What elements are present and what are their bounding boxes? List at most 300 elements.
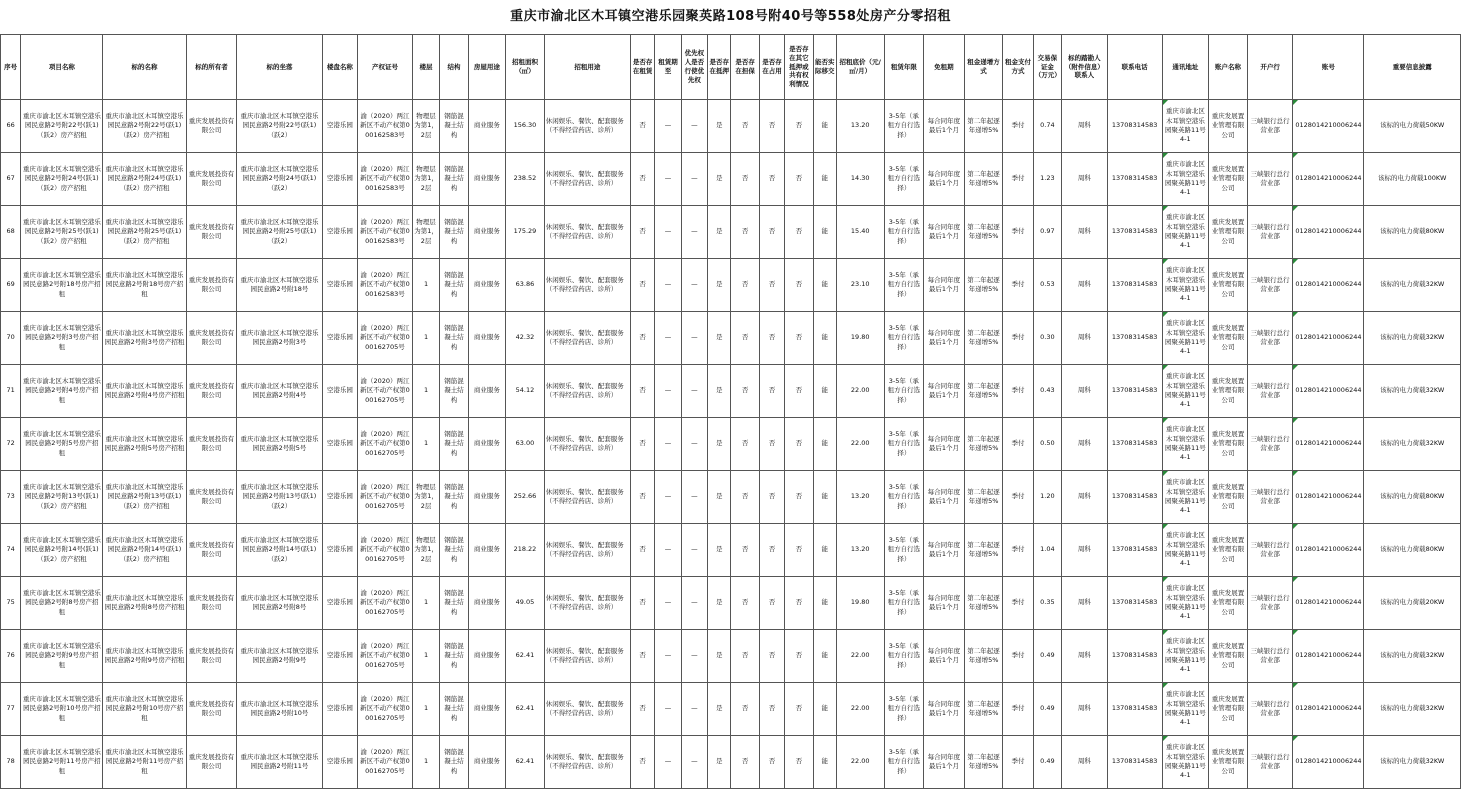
table-cell: 重庆市渝北区木耳镇空港乐园民意路2号附25号(跃1)（跃2） [237, 206, 322, 259]
table-cell: 重庆市渝北区木耳镇空港乐园民意路2号附13号(跃1)（跃2）房产招租 [103, 471, 186, 524]
table-cell: 第二年起逐年递增5% [964, 683, 1003, 736]
table-cell: 0.97 [1033, 206, 1061, 259]
table-cell: 0.74 [1033, 100, 1061, 153]
table-cell: 13708314583 [1107, 312, 1162, 365]
column-header: 能否实际移交 [813, 35, 836, 100]
table-cell: 70 [1, 312, 21, 365]
table-cell: 否 [759, 524, 784, 577]
table-cell: 78 [1, 736, 21, 789]
table-cell: 62.41 [506, 736, 545, 789]
table-cell: 季付 [1003, 577, 1033, 630]
table-cell: 重庆发展投资有限公司 [186, 259, 237, 312]
table-cell: 3-5年（承租方自行选择） [884, 206, 924, 259]
table-cell: 13708314583 [1107, 736, 1162, 789]
table-cell: 68 [1, 206, 21, 259]
table-cell: 77 [1, 683, 21, 736]
table-cell: 3-5年（承租方自行选择） [884, 259, 924, 312]
table-cell: 0.30 [1033, 312, 1061, 365]
column-header: 序号 [1, 35, 21, 100]
table-cell: 商业服务 [468, 365, 506, 418]
table-cell: 否 [759, 630, 784, 683]
table-cell: 否 [785, 100, 813, 153]
table-cell: 否 [759, 418, 784, 471]
table-cell: 1 [412, 365, 439, 418]
table-cell: 三峡银行总行营业部 [1247, 577, 1293, 630]
table-cell: 第二年起逐年递增5% [964, 365, 1003, 418]
column-header: 是否存在抵押 [708, 35, 731, 100]
table-body [1, 100, 1461, 789]
table-cell: 三峡银行总行营业部 [1247, 524, 1293, 577]
table-cell: 19.80 [836, 577, 884, 630]
table-cell: 重庆发展置业管理有限公司 [1209, 683, 1248, 736]
table-cell: 否 [630, 630, 654, 683]
table-cell: 69 [1, 259, 21, 312]
table-cell: 否 [785, 630, 813, 683]
table-cell: 重庆市渝北区木耳镇空港乐园聚英路11号4-1 [1162, 524, 1209, 577]
table-cell: 每合同年度最后1个月 [924, 736, 965, 789]
table-cell: 重庆市渝北区木耳镇空港乐园民意路2号附4号 [237, 365, 322, 418]
table-cell: 重庆市渝北区木耳镇空港乐园民意路2号附5号房产招租 [103, 418, 186, 471]
table-cell: 物理层为第1，2层 [412, 524, 439, 577]
table-cell: 重庆市渝北区木耳镇空港乐园民意路2号附10号房产招租 [103, 683, 186, 736]
table-cell: 休闲娱乐、餐饮、配套服务（不得经营药店、诊所） [544, 736, 630, 789]
column-header: 房屋用途 [468, 35, 506, 100]
table-cell: — [681, 630, 707, 683]
table-cell: 三峡银行总行营业部 [1247, 206, 1293, 259]
table-cell: 3-5年（承租方自行选择） [884, 524, 924, 577]
table-cell: 是 [708, 312, 731, 365]
table-cell: 13.20 [836, 524, 884, 577]
table-cell: — [655, 577, 681, 630]
table-cell: 是 [708, 100, 731, 153]
table-row [1, 365, 1461, 418]
table-cell: 重庆市渝北区木耳镇空港乐园民意路2号附18号房产招租 [21, 259, 103, 312]
column-header: 是否存在担保 [731, 35, 759, 100]
table-cell: 重庆发展投资有限公司 [186, 365, 237, 418]
table-cell: 否 [731, 471, 759, 524]
table-cell: 否 [785, 683, 813, 736]
table-cell: 重庆发展置业管理有限公司 [1209, 471, 1248, 524]
table-cell: 重庆市渝北区木耳镇空港乐园民意路2号附14号(跃1)（跃2）房产招租 [103, 524, 186, 577]
table-cell: 否 [731, 259, 759, 312]
table-cell: 休闲娱乐、餐饮、配套服务（不得经营药店、诊所） [544, 630, 630, 683]
table-cell: 重庆发展置业管理有限公司 [1209, 153, 1248, 206]
table-cell: 63.00 [506, 418, 545, 471]
table-cell: 否 [759, 577, 784, 630]
table-cell: 重庆市渝北区木耳镇空港乐园民意路2号附18号 [237, 259, 322, 312]
table-cell: 钢筋混凝土结构 [440, 365, 468, 418]
table-cell: 第二年起逐年递增5% [964, 312, 1003, 365]
table-cell: 休闲娱乐、餐饮、配套服务（不得经营药店、诊所） [544, 471, 630, 524]
table-cell: 是 [708, 683, 731, 736]
table-cell: 否 [731, 206, 759, 259]
table-cell: 三峡银行总行营业部 [1247, 259, 1293, 312]
table-cell: 三峡银行总行营业部 [1247, 471, 1293, 524]
table-cell: 否 [785, 524, 813, 577]
column-header: 账户名称 [1209, 35, 1248, 100]
column-header: 租金递增方式 [964, 35, 1003, 100]
table-cell: 重庆市渝北区木耳镇空港乐园民意路2号附11号房产招租 [21, 736, 103, 789]
table-cell: 62.41 [506, 683, 545, 736]
column-header: 标的踏勘人（附件信息）联系人 [1062, 35, 1108, 100]
table-cell: 否 [759, 259, 784, 312]
table-cell: 否 [630, 312, 654, 365]
table-cell: 休闲娱乐、餐饮、配套服务（不得经营药店、诊所） [544, 259, 630, 312]
document-title: 重庆市渝北区木耳镇空港乐园聚英路108号附40号等558处房产分零招租 [510, 9, 951, 24]
table-cell: 空港乐园 [322, 259, 358, 312]
column-header: 招租用途 [544, 35, 630, 100]
table-cell: 否 [630, 683, 654, 736]
table-cell: 否 [785, 577, 813, 630]
table-cell: 19.80 [836, 312, 884, 365]
table-cell: 钢筋混凝土结构 [440, 259, 468, 312]
table-cell: 钢筋混凝土结构 [440, 471, 468, 524]
table-cell: 每合同年度最后1个月 [924, 683, 965, 736]
table-cell: 13.20 [836, 471, 884, 524]
table-cell: 每合同年度最后1个月 [924, 471, 965, 524]
table-cell: 13708314583 [1107, 418, 1162, 471]
table-cell: 重庆发展投资有限公司 [186, 736, 237, 789]
table-cell: 重庆市渝北区木耳镇空港乐园民意路2号附24号(跃1)（跃2）房产招租 [103, 153, 186, 206]
table-cell: 重庆市渝北区木耳镇空港乐园民意路2号附9号 [237, 630, 322, 683]
table-cell: 每合同年度最后1个月 [924, 577, 965, 630]
table-cell: 三峡银行总行营业部 [1247, 630, 1293, 683]
table-cell: 渝（2020）两江新区不动产权第000162705号 [358, 683, 413, 736]
table-cell: 空港乐园 [322, 683, 358, 736]
table-cell: 13708314583 [1107, 259, 1162, 312]
table-cell: 空港乐园 [322, 100, 358, 153]
table-cell: 3-5年（承租方自行选择） [884, 471, 924, 524]
table-cell: 每合同年度最后1个月 [924, 206, 965, 259]
table-cell: 第二年起逐年递增5% [964, 524, 1003, 577]
table-cell: 0.53 [1033, 259, 1061, 312]
table-cell: 重庆市渝北区木耳镇空港乐园民意路2号附22号(跃1)（跃2） [237, 100, 322, 153]
table-cell: 重庆市渝北区木耳镇空港乐园聚英路11号4-1 [1162, 418, 1209, 471]
table-cell: 否 [785, 418, 813, 471]
table-cell: — [681, 683, 707, 736]
table-cell: 否 [731, 630, 759, 683]
table-cell: — [655, 153, 681, 206]
table-cell: 重庆市渝北区木耳镇空港乐园民意路2号附8号房产招租 [103, 577, 186, 630]
table-cell: 每合同年度最后1个月 [924, 259, 965, 312]
table-cell: 周科 [1062, 630, 1108, 683]
table-cell: 0128014210006244 [1293, 365, 1364, 418]
column-header: 租赁年限 [884, 35, 924, 100]
table-cell: 三峡银行总行营业部 [1247, 736, 1293, 789]
table-cell: 商业服务 [468, 312, 506, 365]
table-cell: 钢筋混凝土结构 [440, 312, 468, 365]
table-cell: 周科 [1062, 577, 1108, 630]
table-cell: 73 [1, 471, 21, 524]
table-cell: 该标的电力荷载80KW [1364, 471, 1461, 524]
table-cell: 重庆发展投资有限公司 [186, 206, 237, 259]
table-cell: 该标的电力荷载32KW [1364, 365, 1461, 418]
table-cell: 重庆市渝北区木耳镇空港乐园聚英路11号4-1 [1162, 471, 1209, 524]
table-cell: 休闲娱乐、餐饮、配套服务（不得经营药店、诊所） [544, 683, 630, 736]
table-row [1, 471, 1461, 524]
table-cell: 13708314583 [1107, 471, 1162, 524]
table-cell: 3-5年（承租方自行选择） [884, 312, 924, 365]
table-cell: 重庆市渝北区木耳镇空港乐园民意路2号附11号房产招租 [103, 736, 186, 789]
table-cell: 否 [759, 683, 784, 736]
table-cell: 重庆市渝北区木耳镇空港乐园民意路2号附13号(跃1)（跃2） [237, 471, 322, 524]
table-cell: 重庆市渝北区木耳镇空港乐园聚英路11号4-1 [1162, 683, 1209, 736]
table-cell: 物理层为第1，2层 [412, 206, 439, 259]
table-cell: 13708314583 [1107, 365, 1162, 418]
table-cell: 否 [731, 524, 759, 577]
table-cell: 22.00 [836, 630, 884, 683]
table-cell: 0128014210006244 [1293, 524, 1364, 577]
table-cell: 能 [813, 630, 836, 683]
table-cell: 0128014210006244 [1293, 312, 1364, 365]
table-cell: 否 [759, 471, 784, 524]
table-cell: 重庆市渝北区木耳镇空港乐园民意路2号附5号房产招租 [21, 418, 103, 471]
table-cell: 重庆市渝北区木耳镇空港乐园聚英路11号4-1 [1162, 365, 1209, 418]
table-cell: 0.35 [1033, 577, 1061, 630]
table-cell: 62.41 [506, 630, 545, 683]
table-cell: 钢筋混凝土结构 [440, 683, 468, 736]
table-cell: 否 [785, 736, 813, 789]
table-cell: 物理层为第1，2层 [412, 100, 439, 153]
table-cell: 否 [785, 365, 813, 418]
table-cell: 季付 [1003, 630, 1033, 683]
table-cell: 22.00 [836, 365, 884, 418]
table-cell: 3-5年（承租方自行选择） [884, 153, 924, 206]
column-header: 交易保证金（万元） [1033, 35, 1061, 100]
table-cell: 否 [785, 312, 813, 365]
table-cell: 22.00 [836, 683, 884, 736]
table-cell: 第二年起逐年递增5% [964, 418, 1003, 471]
table-cell: 49.05 [506, 577, 545, 630]
table-cell: 重庆市渝北区木耳镇空港乐园聚英路11号4-1 [1162, 577, 1209, 630]
table-cell: 重庆发展置业管理有限公司 [1209, 259, 1248, 312]
table-cell: 0128014210006244 [1293, 630, 1364, 683]
column-header: 招租底价（元/㎡/月） [836, 35, 884, 100]
table-cell: 否 [630, 100, 654, 153]
table-cell: 三峡银行总行营业部 [1247, 683, 1293, 736]
column-header: 结构 [440, 35, 468, 100]
table-cell: 该标的电力荷载32KW [1364, 683, 1461, 736]
table-cell: 0128014210006244 [1293, 418, 1364, 471]
table-cell: 能 [813, 206, 836, 259]
table-cell: 重庆发展置业管理有限公司 [1209, 577, 1248, 630]
table-cell: 重庆市渝北区木耳镇空港乐园民意路2号附4号房产招租 [21, 365, 103, 418]
table-cell: 否 [731, 312, 759, 365]
table-row [1, 100, 1461, 153]
table-cell: 否 [785, 259, 813, 312]
listing-table [0, 34, 1461, 789]
table-cell: — [655, 524, 681, 577]
table-cell: 否 [731, 153, 759, 206]
table-cell: 季付 [1003, 418, 1033, 471]
table-cell: 商业服务 [468, 206, 506, 259]
table-cell: 休闲娱乐、餐饮、配套服务（不得经营药店、诊所） [544, 577, 630, 630]
table-cell: — [681, 736, 707, 789]
table-cell: 0128014210006244 [1293, 206, 1364, 259]
column-header: 产权证号 [358, 35, 413, 100]
table-cell: 商业服务 [468, 630, 506, 683]
table-cell: 周科 [1062, 365, 1108, 418]
table-cell: 22.00 [836, 418, 884, 471]
table-cell: 重庆市渝北区木耳镇空港乐园民意路2号附25号(跃1)（跃2）房产招租 [103, 206, 186, 259]
table-cell: 否 [731, 365, 759, 418]
table-cell: 是 [708, 577, 731, 630]
table-cell: 0128014210006244 [1293, 683, 1364, 736]
table-cell: 66 [1, 100, 21, 153]
table-cell: 商业服务 [468, 259, 506, 312]
column-header: 楼盘名称 [322, 35, 358, 100]
table-cell: — [655, 312, 681, 365]
table-cell: 是 [708, 471, 731, 524]
table-cell: 重庆发展置业管理有限公司 [1209, 206, 1248, 259]
table-cell: 周科 [1062, 312, 1108, 365]
table-cell: 季付 [1003, 524, 1033, 577]
table-cell: 75 [1, 577, 21, 630]
table-cell: 商业服务 [468, 736, 506, 789]
table-cell: 季付 [1003, 100, 1033, 153]
table-row [1, 312, 1461, 365]
table-cell: 否 [759, 153, 784, 206]
column-header: 是否存在其它抵押或共有权利情况 [785, 35, 813, 100]
table-cell: — [681, 100, 707, 153]
table-cell: 重庆市渝北区木耳镇空港乐园民意路2号附5号 [237, 418, 322, 471]
table-cell: 重庆市渝北区木耳镇空港乐园聚英路11号4-1 [1162, 100, 1209, 153]
table-cell: 否 [731, 577, 759, 630]
table-cell: 13708314583 [1107, 524, 1162, 577]
table-cell: 空港乐园 [322, 365, 358, 418]
table-cell: 每合同年度最后1个月 [924, 100, 965, 153]
table-cell: 季付 [1003, 153, 1033, 206]
table-cell: — [655, 259, 681, 312]
table-cell: 1.23 [1033, 153, 1061, 206]
table-cell: 42.32 [506, 312, 545, 365]
table-header-row [1, 35, 1461, 100]
table-cell: 重庆市渝北区木耳镇空港乐园民意路2号附11号 [237, 736, 322, 789]
column-header: 招租面积（㎡） [506, 35, 545, 100]
table-cell: 重庆发展置业管理有限公司 [1209, 524, 1248, 577]
table-cell: 休闲娱乐、餐饮、配套服务（不得经营药店、诊所） [544, 312, 630, 365]
table-cell: 54.12 [506, 365, 545, 418]
table-cell: 否 [785, 206, 813, 259]
table-cell: 74 [1, 524, 21, 577]
table-cell: 0.50 [1033, 418, 1061, 471]
table-cell: 该标的电力荷载32KW [1364, 736, 1461, 789]
table-cell: 13.20 [836, 100, 884, 153]
table-row [1, 206, 1461, 259]
table-cell: — [681, 524, 707, 577]
column-header: 标的坐落 [237, 35, 322, 100]
table-cell: — [681, 312, 707, 365]
table-cell: 0128014210006244 [1293, 471, 1364, 524]
column-header: 标的所有者 [186, 35, 237, 100]
table-cell: 空港乐园 [322, 418, 358, 471]
table-cell: 钢筋混凝土结构 [440, 153, 468, 206]
table-cell: 重庆市渝北区木耳镇空港乐园聚英路11号4-1 [1162, 736, 1209, 789]
table-cell: 能 [813, 683, 836, 736]
table-cell: 第二年起逐年递增5% [964, 630, 1003, 683]
table-cell: 否 [759, 365, 784, 418]
table-cell: 71 [1, 365, 21, 418]
table-cell: 渝（2020）两江新区不动产权第000162705号 [358, 365, 413, 418]
table-cell: 商业服务 [468, 577, 506, 630]
table-cell: — [681, 153, 707, 206]
table-cell: 否 [731, 418, 759, 471]
table-cell: 否 [630, 418, 654, 471]
table-cell: 能 [813, 100, 836, 153]
table-cell: 渝（2020）两江新区不动产权第000162583号 [358, 153, 413, 206]
table-cell: 第二年起逐年递增5% [964, 471, 1003, 524]
table-cell: 渝（2020）两江新区不动产权第000162583号 [358, 206, 413, 259]
table-cell: 否 [731, 683, 759, 736]
table-cell: 周科 [1062, 100, 1108, 153]
table-cell: 218.22 [506, 524, 545, 577]
table-cell: 重庆发展置业管理有限公司 [1209, 312, 1248, 365]
table-cell: 1 [412, 736, 439, 789]
table-cell: 重庆市渝北区木耳镇空港乐园民意路2号附14号(跃1)（跃2）房产招租 [21, 524, 103, 577]
table-cell: 否 [630, 524, 654, 577]
table-cell: 休闲娱乐、餐饮、配套服务（不得经营药店、诊所） [544, 206, 630, 259]
table-cell: 1 [412, 683, 439, 736]
table-cell: 休闲娱乐、餐饮、配套服务（不得经营药店、诊所） [544, 524, 630, 577]
table-cell: 休闲娱乐、餐饮、配套服务（不得经营药店、诊所） [544, 100, 630, 153]
table-cell: 能 [813, 259, 836, 312]
table-cell: 每合同年度最后1个月 [924, 153, 965, 206]
table-cell: 1 [412, 312, 439, 365]
table-cell: 否 [731, 100, 759, 153]
table-cell: 第二年起逐年递增5% [964, 577, 1003, 630]
table-cell: 休闲娱乐、餐饮、配套服务（不得经营药店、诊所） [544, 418, 630, 471]
table-cell: 重庆市渝北区木耳镇空港乐园聚英路11号4-1 [1162, 206, 1209, 259]
table-row [1, 736, 1461, 789]
table-cell: 0.49 [1033, 683, 1061, 736]
table-cell: — [655, 630, 681, 683]
table-cell: 第二年起逐年递增5% [964, 206, 1003, 259]
table-row [1, 524, 1461, 577]
table-cell: 该标的电力荷载50KW [1364, 100, 1461, 153]
table-cell: 13708314583 [1107, 683, 1162, 736]
table-cell: 重庆市渝北区木耳镇空港乐园民意路2号附22号(跃1)（跃2）房产招租 [103, 100, 186, 153]
table-cell: 是 [708, 153, 731, 206]
table-cell: 13708314583 [1107, 630, 1162, 683]
table-cell: — [655, 683, 681, 736]
table-cell: 钢筋混凝土结构 [440, 418, 468, 471]
table-cell: 1 [412, 418, 439, 471]
table-cell: 重庆发展投资有限公司 [186, 100, 237, 153]
table-cell: 该标的电力荷载32KW [1364, 630, 1461, 683]
table-cell: 季付 [1003, 259, 1033, 312]
table-cell: 3-5年（承租方自行选择） [884, 683, 924, 736]
table-cell: 3-5年（承租方自行选择） [884, 365, 924, 418]
table-cell: 重庆市渝北区木耳镇空港乐园民意路2号附18号房产招租 [103, 259, 186, 312]
table-cell: 该标的电力荷载100KW [1364, 153, 1461, 206]
table-cell: 1.20 [1033, 471, 1061, 524]
table-cell: 重庆市渝北区木耳镇空港乐园聚英路11号4-1 [1162, 630, 1209, 683]
table-cell: 22.00 [836, 736, 884, 789]
column-header: 标的名称 [103, 35, 186, 100]
table-cell: 季付 [1003, 471, 1033, 524]
table-cell: 重庆发展投资有限公司 [186, 312, 237, 365]
table-cell: 重庆市渝北区木耳镇空港乐园民意路2号附24号(跃1)（跃2）房产招租 [21, 153, 103, 206]
column-header: 通讯地址 [1162, 35, 1209, 100]
table-cell: 重庆市渝北区木耳镇空港乐园聚英路11号4-1 [1162, 312, 1209, 365]
table-cell: 重庆市渝北区木耳镇空港乐园民意路2号附9号房产招租 [21, 630, 103, 683]
table-cell: 周科 [1062, 259, 1108, 312]
table-cell: 3-5年（承租方自行选择） [884, 418, 924, 471]
table-cell: 能 [813, 736, 836, 789]
table-cell: 238.52 [506, 153, 545, 206]
table-cell: 重庆市渝北区木耳镇空港乐园民意路2号附4号房产招租 [103, 365, 186, 418]
table-cell: 重庆市渝北区木耳镇空港乐园民意路2号附24号(跃1)（跃2） [237, 153, 322, 206]
